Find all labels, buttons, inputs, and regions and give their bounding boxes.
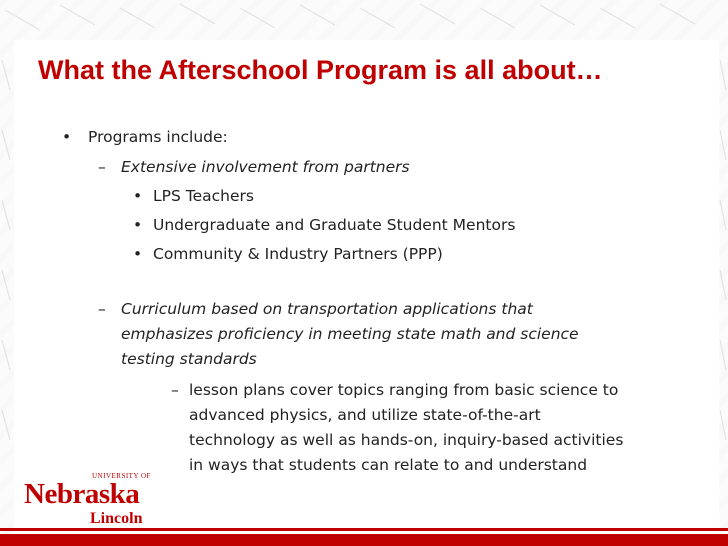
- unl-logo: [22, 468, 152, 532]
- lesson-line-1: lesson plans cover topics ranging from basic science to: [189, 381, 619, 399]
- curriculum-line-2: emphasizes proficiency in meeting state math and science: [121, 325, 579, 343]
- dash-mark: –: [98, 158, 106, 176]
- footer-rule-top: [0, 528, 728, 531]
- curriculum-line-3: testing standards: [121, 350, 257, 368]
- curriculum-line-1: Curriculum based on transportation applications that: [121, 300, 533, 318]
- dash-mark: –: [171, 381, 179, 399]
- logo-nebraska: Nebraska: [24, 478, 140, 510]
- sub-bullet-lps: LPS Teachers: [153, 187, 254, 205]
- sub-bullet-mark: •: [133, 245, 143, 263]
- sub-bullet-partners: Community & Industry Partners (PPP): [153, 245, 443, 263]
- logo-lincoln: Lincoln: [90, 510, 143, 527]
- footer-bar: [0, 534, 728, 546]
- dash-partners: Extensive involvement from partners: [121, 158, 410, 176]
- bullet-programs: Programs include:: [88, 128, 228, 146]
- slide-title: What the Afterschool Program is all about…: [38, 55, 603, 85]
- lesson-line-3: technology as well as hands-on, inquiry-based activities: [189, 431, 624, 449]
- sub-bullet-mentors: Undergraduate and Graduate Student Mentors: [153, 216, 516, 234]
- lesson-line-2: advanced physics, and utilize state-of-the-art: [189, 406, 541, 424]
- dash-mark: –: [98, 300, 106, 318]
- logo-university-of: UNIVERSITY OF: [92, 472, 151, 480]
- sub-bullet-mark: •: [133, 187, 143, 205]
- sub-bullet-mark: •: [133, 216, 143, 234]
- bullet-mark: •: [62, 128, 72, 146]
- lesson-line-4: in ways that students can relate to and understand: [189, 456, 588, 474]
